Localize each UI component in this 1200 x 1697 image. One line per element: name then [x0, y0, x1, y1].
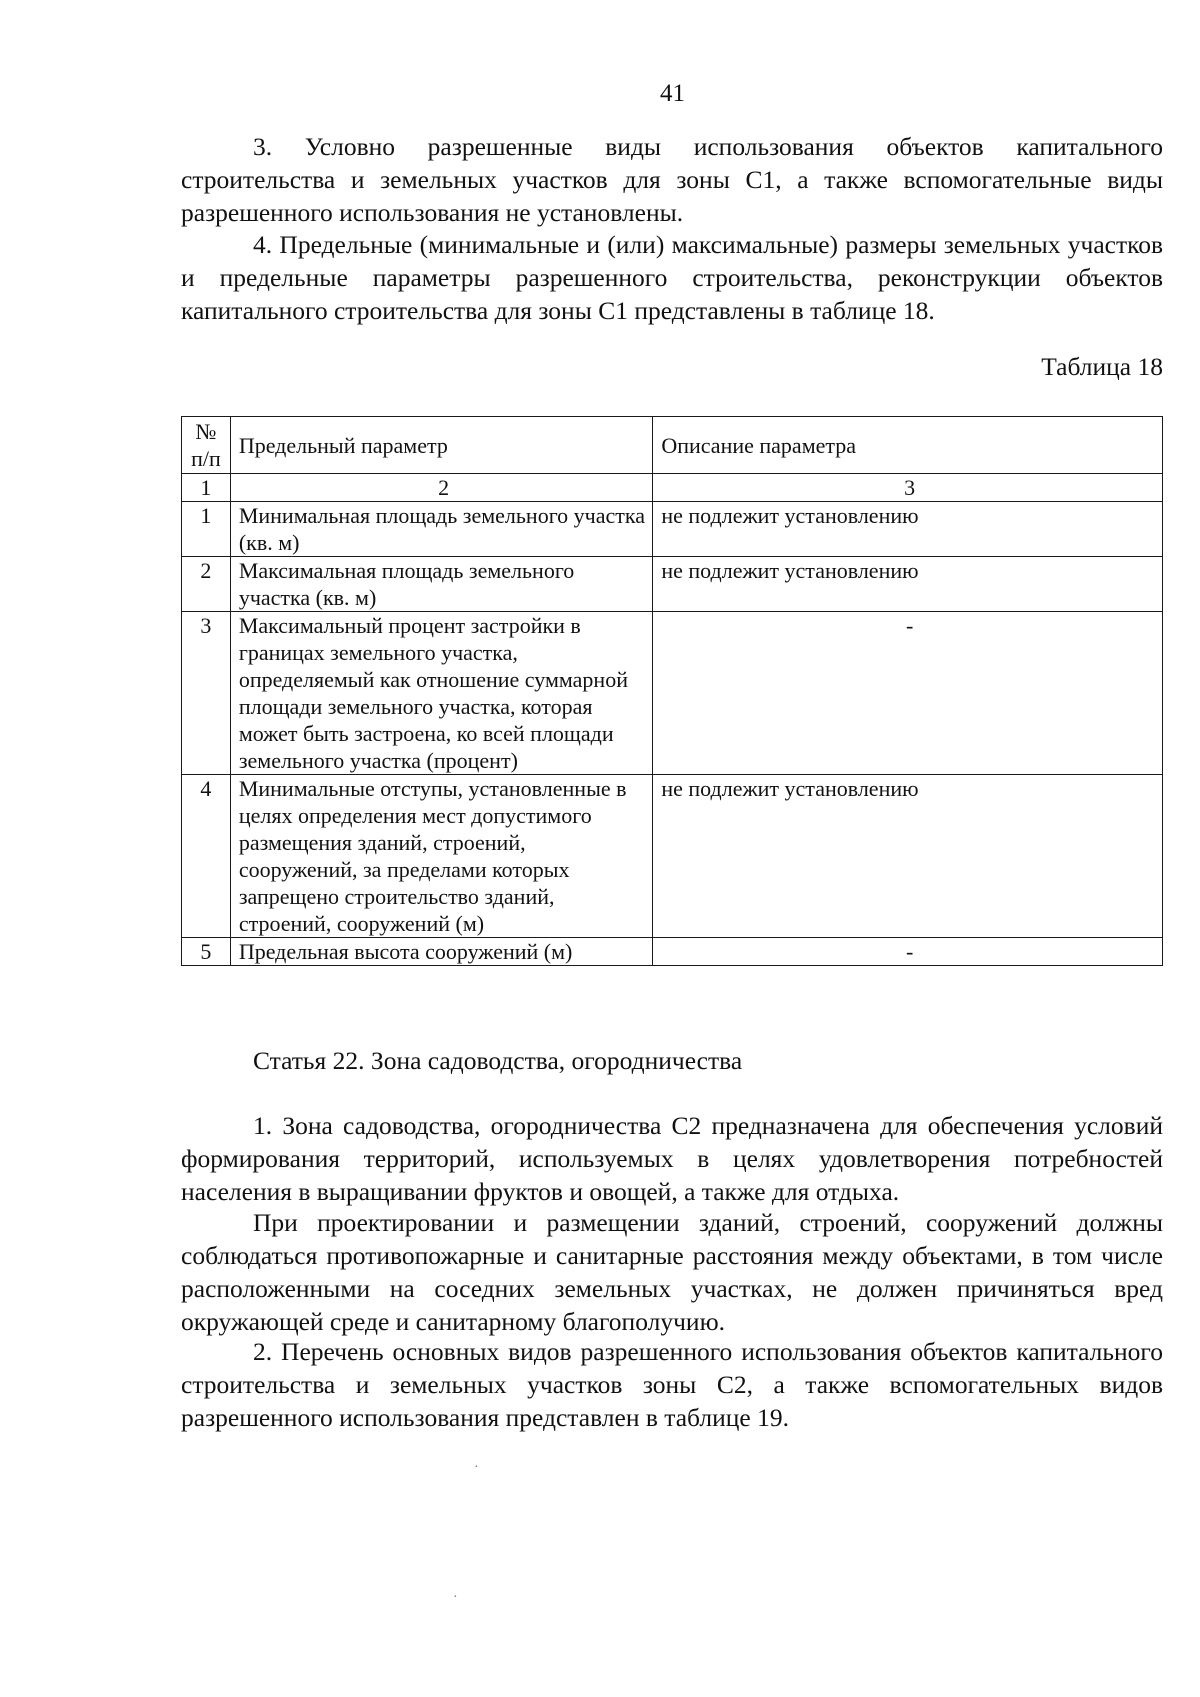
table-row — [182, 557, 1163, 612]
table-row — [182, 938, 1163, 966]
header-description: Описание параметра — [653, 417, 1163, 474]
row-parameter: Минимальная площадь земельного участка (кв. м) — [230, 502, 653, 557]
scan-speck: · — [453, 1590, 458, 1605]
index-cell: 1 — [182, 474, 231, 502]
row-number: 2 — [182, 557, 231, 612]
table-row — [182, 612, 1163, 775]
paragraph-uses-list: 2. Перечень основных видов разрешенного использования объектов капитального строительства и земельных участков зоны С2, а также вспомогательных видов разрешенного использования представлен в таблице 19. — [181, 1337, 1163, 1432]
table-caption: Таблица 18 — [1041, 352, 1163, 381]
table-index-row — [182, 474, 1163, 502]
scan-speck: · — [474, 1460, 479, 1475]
row-number: 1 — [182, 502, 231, 557]
header-number: № п/п — [182, 417, 231, 474]
row-parameter: Максимальный процент застройки в границах земельного участка, определяемый как отношение суммарной площади земельного участка, которая может быть застроена, ко всей площади земельного участка (процент) — [230, 612, 653, 775]
row-number: 4 — [182, 775, 231, 938]
row-parameter: Предельная высота сооружений (м) — [230, 938, 653, 966]
row-description: - — [653, 612, 1163, 775]
index-cell: 2 — [230, 474, 653, 502]
paragraph-design-requirements: При проектировании и размещении зданий, строений, сооружений должны соблюдаться противопожарные и санитарные расстояния между объектами, в том числе расположенными на соседних земельных участках, не должен причиняться вред окружающей среде и санитарному благополучию. — [181, 1208, 1163, 1336]
row-parameter: Максимальная площадь земельного участка (кв. м) — [230, 557, 653, 612]
table-header-row — [182, 417, 1163, 474]
row-description: не подлежит установлению — [653, 557, 1163, 612]
table-row — [182, 502, 1163, 557]
paragraph-zone-purpose: 1. Зона садоводства, огородничества С2 предназначена для обеспечения условий формирования территорий, используемых в целях удовлетворения потребностей населения в выращивании фруктов и овощей, а также для отдыха. — [181, 1111, 1163, 1206]
row-number: 5 — [182, 938, 231, 966]
paragraph-conditional-uses: 3. Условно разрешенные виды использования объектов капитального строительства и земельных участков для зоны С1, а также вспомогательные виды разрешенного использования не установлены. — [181, 132, 1163, 227]
row-description: не подлежит установлению — [653, 775, 1163, 938]
table-row — [182, 775, 1163, 938]
index-cell: 3 — [653, 474, 1163, 502]
parameters-table — [181, 416, 1163, 966]
paragraph-limit-parameters: 4. Предельные (минимальные и (или) максимальные) размеры земельных участков и предельные параметры разрешенного строительства, реконструкции объектов капитального строительства для зоны С1 представлены в таблице 18. — [181, 230, 1163, 325]
page-number: 41 — [660, 80, 685, 107]
row-description: - — [653, 938, 1163, 966]
article-title: Статья 22. Зона садоводства, огородничества — [253, 1046, 743, 1075]
row-number: 3 — [182, 612, 231, 775]
row-description: не подлежит установлению — [653, 502, 1163, 557]
row-parameter: Минимальные отступы, установленные в целях определения мест допустимого размещения зданий, строений, сооружений, за пределами которых запрещено строительство зданий, строений, сооружений (м) — [230, 775, 653, 938]
header-parameter: Предельный параметр — [230, 417, 653, 474]
